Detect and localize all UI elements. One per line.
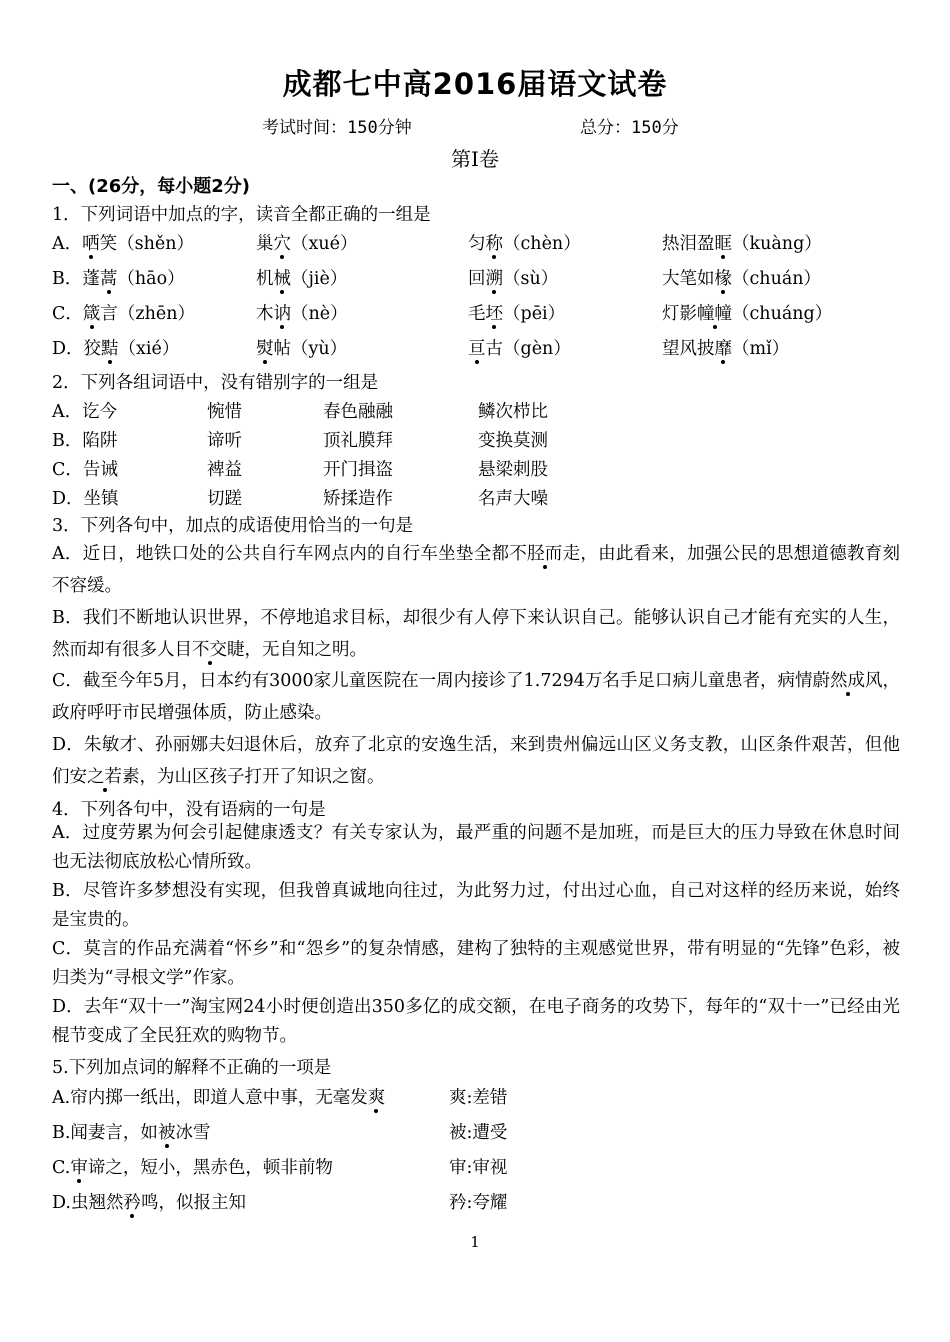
q5-option: A.帘内掷一纸出，即道人意中事，无毫发爽	[52, 1088, 386, 1108]
q5-option: C.审谛之，短小，黑赤色，顿非前物	[52, 1158, 333, 1178]
page-number: 1	[470, 1233, 480, 1251]
emphasized-text: 黠	[101, 339, 119, 359]
section-heading: 一、(26分，每小题2分)	[52, 176, 251, 197]
exam-time: 考试时间：150分钟	[262, 118, 412, 138]
emphasized-text: 溯	[485, 269, 503, 289]
q4-option: D．去年“双十一”淘宝网24小时便创造出350多亿的成交额，在电子商务的攻势下，每年的“双十一”已经由光棍节变成了全民狂欢的购物节。	[52, 997, 900, 1046]
q2-item: 变换莫测	[478, 431, 548, 451]
q5-option: D.虫翘然矜鸣，似报主知	[52, 1193, 246, 1213]
q1-item: 匀称（chèn）	[468, 234, 581, 254]
q2-item: 鳞次栉比	[478, 402, 548, 422]
page-title: 成都七中高2016届语文试卷	[282, 67, 668, 101]
emphasized-text: 械	[273, 269, 291, 289]
q3-option: D．朱敏才、孙丽娜夫妇退休后，放弃了北京的安逸生活，来到贵州偏远山区义务支教，山区条件艰苦，但他们安之若素，为山区孩子打开了知识之窗。	[52, 735, 900, 787]
q3-option: A．近日，地铁口处的公共自行车网点内的自行车坐垫全都不胫而走，由此看来，加强公民的思想道德教育刻不容缓。	[52, 544, 901, 596]
q1-item: 熨帖（yù）	[256, 339, 348, 359]
q1-item: A．哂笑（shěn）	[52, 234, 195, 254]
q1-item: 望风披靡（mǐ）	[662, 339, 790, 359]
emphasized-text: 幢幢	[697, 304, 732, 324]
emphasized-text: 眶	[714, 234, 732, 254]
q2-item: A．讫今	[52, 402, 118, 422]
emphasized-text: 坯	[485, 304, 503, 324]
q1-item: B．蓬蒿（hāo）	[52, 269, 185, 289]
volume-heading: 第Ⅰ卷	[451, 147, 499, 171]
emphasized-text: 不胫而走	[509, 544, 581, 564]
total-score: 总分：150分	[580, 118, 679, 138]
q5-option: B.闻妻言，如被冰雪	[52, 1123, 211, 1143]
emphasized-text: 目不交睫	[174, 640, 245, 660]
q5-gloss: 审:审视	[449, 1158, 508, 1178]
emphasized-text: 穴	[273, 234, 291, 254]
q4-option: C．莫言的作品充满着“怀乡”和“怨乡”的复杂情感，建构了独特的主观感觉世界，带有明显的“先锋”色彩，被归类为“寻根文学”作家。	[52, 939, 900, 988]
q2-item: 开门揖盗	[323, 460, 393, 480]
q5-gloss: 被:遭受	[449, 1123, 508, 1143]
emphasized-text: 哂	[82, 234, 100, 254]
emphasized-text: 讷	[273, 304, 291, 324]
q1-item: C．箴言（zhēn）	[52, 304, 196, 324]
emphasized-text: 爽	[367, 1088, 386, 1108]
q5-gloss: 爽:差错	[449, 1088, 508, 1108]
q1-item: 灯影幢幢（chuáng）	[662, 304, 833, 324]
q1-item: 回溯（sù）	[468, 269, 559, 289]
q5-gloss: 矜:夸耀	[449, 1193, 508, 1213]
q1-item: 毛坯（pēi）	[468, 304, 566, 324]
q2-item: 惋惜	[207, 402, 242, 422]
q2-item: 裨益	[207, 460, 242, 480]
emphasized-text: 蔚然成风	[812, 671, 883, 691]
emphasized-text: 被	[157, 1123, 176, 1143]
q2-item: 顶礼膜拜	[323, 431, 393, 451]
emphasized-text: 审	[70, 1158, 88, 1178]
q1-item: 热泪盈眶（kuàng）	[662, 234, 822, 254]
emphasized-text: 蒿	[99, 269, 118, 289]
emphasized-text: 熨	[256, 339, 274, 359]
q1-stem: 1．下列词语中加点的字，读音全都正确的一组是	[52, 205, 431, 225]
q2-item: 春色融融	[323, 402, 393, 422]
q1-item: 大笔如椽（chuán）	[662, 269, 822, 289]
emphasized-text: 靡	[714, 339, 732, 359]
q2-item: D．坐镇	[52, 489, 119, 509]
q4-option: A．过度劳累为何会引起健康透支？有关专家认为，最严重的问题不是加班，而是巨大的压力导致在休息时间也无法彻底放松心情所致。	[52, 823, 900, 872]
q2-item: 切蹉	[207, 489, 242, 509]
q2-item: 谛听	[207, 431, 242, 451]
q2-item: 名声大噪	[478, 489, 548, 509]
q2-stem: 2．下列各组词语中，没有错别字的一组是	[52, 373, 379, 393]
q3-stem: 3．下列各句中，加点的成语使用恰当的一句是	[52, 516, 414, 536]
emphasized-text: 椽	[714, 269, 732, 289]
q2-item: B．陷阱	[52, 431, 118, 451]
q2-item: 矫揉造作	[323, 489, 393, 509]
q2-item: C．告诫	[52, 460, 118, 480]
q4-stem: 4．下列各句中，没有语病的一句是	[52, 800, 326, 820]
q1-item: 巢穴（xué）	[256, 234, 358, 254]
q4-option: B．尽管许多梦想没有实现，但我曾真诚地向往过，为此努力过，付出过心血，自己对这样的经历来说，始终是宝贵的。	[52, 881, 900, 930]
q1-item: 木讷（nè）	[256, 304, 348, 324]
emphasized-text: 亘	[468, 339, 486, 359]
q5-stem: 5.下列加点词的解释不正确的一项是	[52, 1058, 332, 1078]
q1-item: 亘古（gèn）	[468, 339, 571, 359]
q1-item: 机械（jiè）	[256, 269, 348, 289]
emphasized-text: 矜	[123, 1193, 141, 1213]
emphasized-text: 安之若素	[69, 767, 140, 787]
q1-item: D．狡黠（xié）	[52, 339, 180, 359]
q2-item: 悬梁刺股	[478, 460, 548, 480]
emphasized-text: 箴	[82, 304, 101, 324]
q3-option: B．我们不断地认识世界，不停地追求目标，却很少有人停下来认识自己。能够认识自己才能有充实的人生，然而却有很多人目不交睫，无自知之明。	[52, 608, 900, 660]
q3-option: C．截至今年5月，日本约有3000家儿童医院在一周内接诊了1.7294万名手足口病儿童患者，病情蔚然成风，政府呼吁市民增强体质，防止感染。	[52, 671, 901, 723]
emphasized-text: 称	[485, 234, 503, 254]
